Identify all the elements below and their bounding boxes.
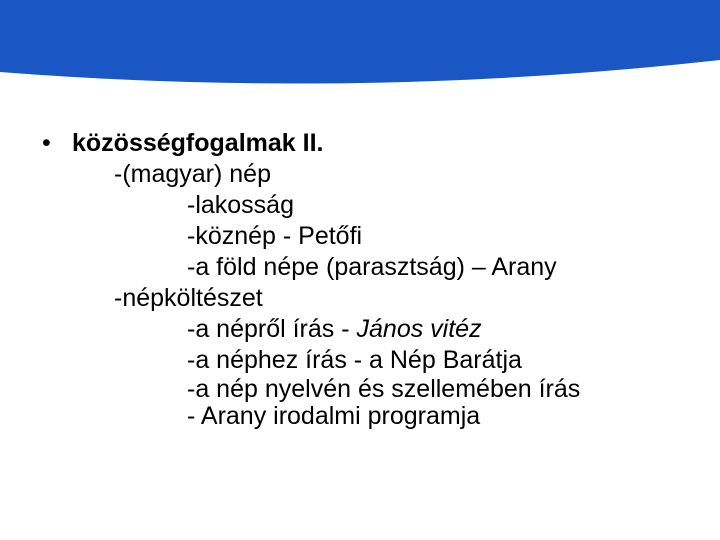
line-arany-program: - Arany irodalmi programja	[187, 402, 481, 430]
line-fold-nepe: -a föld népe (parasztság) – Arany	[187, 253, 557, 281]
header-banner-shape	[0, 0, 720, 84]
line-koznep: -köznép - Petőfi	[187, 222, 363, 250]
neprol-prefix: -a népről írás -	[187, 315, 357, 343]
line-magyar-nep: -(magyar) nép	[114, 160, 271, 188]
line-nephez-iras: -a néphez írás - a Nép Barátja	[187, 346, 522, 374]
bullet-dot-icon: •	[42, 129, 51, 157]
janos-vitez-title: János vitéz	[356, 315, 482, 343]
slide-body	[42, 128, 712, 430]
bullet-heading	[42, 128, 712, 159]
header-banner	[0, 0, 720, 110]
line-nepkolteszet: -népköltészet	[114, 284, 263, 312]
heading-text: közösségfogalmak II.	[72, 129, 324, 157]
line-neprol-iras	[42, 314, 712, 345]
line-lakossag: -lakosság	[187, 191, 294, 219]
line-nep-nyelven: -a nép nyelvén és szellemében írás	[187, 375, 581, 403]
